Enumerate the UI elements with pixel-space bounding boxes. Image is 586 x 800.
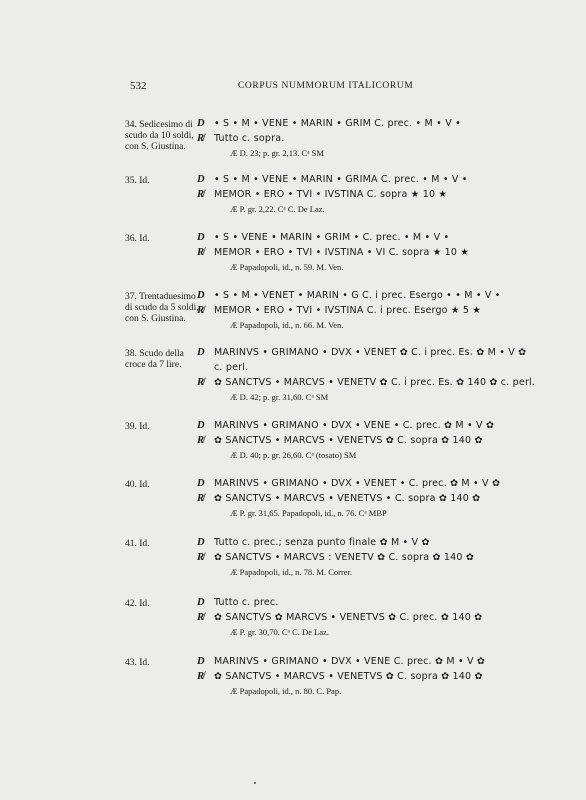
specimen-note: Æ P. gr. 2,22. Cᵃ C. De Laz.	[230, 204, 325, 214]
obverse-legend: • S • M • VENE • MARIN • GRIMA C. prec. • M • V •	[214, 174, 468, 185]
entry-label: 36. Id.	[125, 234, 150, 244]
obverse-legend: MARINVS • GRIMANO • DVX • VENET • C. prec. ✿ M • V ✿	[214, 478, 501, 489]
entry-label: 41. Id.	[125, 539, 150, 549]
specimen-note: Æ P. gr. 30,70. Cᵃ C. De Laz.	[230, 627, 329, 637]
entry-label: 35. Id.	[125, 176, 150, 186]
reverse-symbol: R̸	[197, 305, 205, 316]
obverse-legend: Tutto c. prec.	[214, 597, 279, 608]
obverse-symbol: D	[197, 597, 205, 608]
obverse-symbol: D	[197, 174, 205, 185]
specimen-note: Æ D. 40; p. gr. 26,60. Cᵃ (tosato) SM	[230, 450, 357, 460]
obverse-symbol: D	[197, 478, 205, 489]
reverse-symbol: R̸	[197, 612, 205, 623]
specimen-note: Æ Papadopoli, id., n. 78. M. Correr.	[230, 567, 353, 577]
obverse-symbol: D	[197, 232, 205, 243]
obverse-legend: • S • M • VENET • MARIN • G C. i prec. Esergo • • M • V •	[214, 290, 501, 301]
specimen-note: Æ Papadopoli, id., n. 80. C. Pap.	[230, 686, 342, 696]
obverse-legend: MARINVS • GRIMANO • DVX • VENET ✿ C. i prec. Es. ✿ M • V ✿	[214, 347, 527, 358]
page-number: 532	[130, 80, 147, 92]
entry-label: 38. Scudo della croce da 7 lire.	[125, 349, 184, 370]
reverse-symbol: R̸	[197, 133, 205, 144]
reverse-symbol: R̸	[197, 671, 205, 682]
reverse-legend: ✿ SANCTVS • MARCVS • VENETVS ✿ C. sopra ✿ 140 ✿	[214, 671, 483, 682]
reverse-symbol: R̸	[197, 552, 205, 563]
specimen-note: Æ D. 23; p. gr. 2,13. Cᵃ SM	[230, 148, 324, 158]
reverse-symbol: R̸	[197, 247, 205, 258]
specimen-note: Æ Papadopoli, id., n. 59. M. Ven.	[230, 262, 344, 272]
obverse-symbol: D	[197, 537, 205, 548]
obverse2-legend: c. perl.	[214, 362, 249, 373]
obverse-legend: MARINVS • GRIMANO • DVX • VENE • C. prec. ✿ M • V ✿	[214, 420, 495, 431]
entry-label: 39. Id.	[125, 422, 150, 432]
entry-label: 37. Trentaduesimo di scudo da 5 soldi, con S. Giustina.	[125, 292, 199, 324]
specimen-note: Æ D. 42; p. gr. 31,60. Cᵃ SM	[230, 392, 329, 402]
specimen-note: Æ Papadopoli, id., n. 66. M. Ven.	[230, 320, 344, 330]
entry-label: 42. Id.	[125, 599, 150, 609]
obverse-symbol: D	[197, 290, 205, 301]
obverse-legend: Tutto c. prec.; senza punto finale ✿ M • V ✿	[214, 537, 430, 548]
obverse-legend: • S • VENE • MARIN • GRIM • C. prec. • M • V •	[214, 232, 450, 243]
page-header	[130, 80, 490, 96]
reverse-legend: ✿ SANCTVS ✿ MARCVS • VENETVS ✿ C. prec. ✿ 140 ✿	[214, 612, 483, 623]
reverse-legend: ✿ SANCTVS • MARCVS • VENETVS • C. sopra ✿ 140 ✿	[214, 493, 481, 504]
reverse-symbol: R̸	[197, 189, 205, 200]
reverse-legend: ✿ SANCTVS • MARCVS • VENETVS ✿ C. sopra ✿ 140 ✿	[214, 435, 483, 446]
entry-label: 43. Id.	[125, 658, 150, 668]
obverse-legend: MARINVS • GRIMANO • DVX • VENE C. prec. ✿ M • V ✿	[214, 656, 486, 667]
reverse-legend: Tutto c. sopra.	[214, 133, 285, 144]
reverse-legend: MEMOR • ERO • TVI • IVSTINA • VI C. sopra ★ 10 ★	[214, 247, 470, 258]
entry-label: 34. Sedicesimo di scudo da 10 soldi, con S. Giustina.	[125, 120, 194, 152]
reverse-legend: MEMOR • ERO • TVI • IVSTINA C. i prec. Esergo ★ 5 ★	[214, 305, 482, 316]
obverse-symbol: D	[197, 347, 205, 358]
specimen-note: Æ P. gr. 31,65. Papadopoli, id., n. 76. Cᵃ MBP	[230, 508, 387, 518]
running-title: CORPUS NUMMORUM ITALICORUM	[238, 81, 414, 91]
reverse-legend: MEMOR • ERO • TVI • IVSTINA C. sopra ★ 10 ★	[214, 189, 448, 200]
obverse-symbol: D	[197, 420, 205, 431]
entry-label: 40. Id.	[125, 480, 150, 490]
reverse-legend: ✿ SANCTVS • MARCVS : VENETV ✿ C. sopra ✿ 140 ✿	[214, 552, 475, 563]
reverse-symbol: R̸	[197, 435, 205, 446]
obverse-symbol: D	[197, 118, 205, 129]
obverse-symbol: D	[197, 656, 205, 667]
reverse-legend: ✿ SANCTVS • MARCVS • VENETV ✿ C. i prec. Es. ✿ 140 ✿ c. perl.	[214, 377, 536, 388]
obverse-legend: • S • M • VENE • MARIN • GRIM C. prec. • M • V •	[214, 118, 461, 129]
reverse-symbol: R̸	[197, 377, 205, 388]
page-speck	[254, 782, 256, 784]
reverse-symbol: R̸	[197, 493, 205, 504]
